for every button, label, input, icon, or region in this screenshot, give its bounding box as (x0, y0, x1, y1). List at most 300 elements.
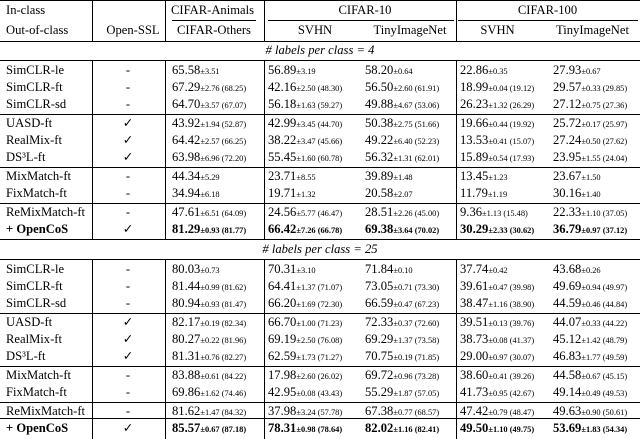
column-divider (92, 113, 93, 168)
value-cell (268, 420, 342, 437)
table-row (0, 204, 640, 221)
std-value: ±1.31 (393, 154, 413, 163)
column-divider (92, 401, 93, 439)
std-value: ±0.97 (488, 353, 508, 362)
mean-value: 49.63 (553, 404, 582, 418)
column-divider (264, 312, 265, 367)
mean-value: 38.47 (460, 296, 489, 310)
std-value: ±2.76 (200, 84, 220, 93)
mean-value: 37.74 (460, 262, 489, 276)
best-value: (50.61) (600, 408, 628, 417)
column-divider (165, 312, 166, 367)
mean-value: 81.29 (172, 222, 201, 236)
mean-value: 83.88 (172, 368, 201, 382)
std-value: ±0.17 (581, 120, 601, 129)
value-cell (268, 204, 342, 221)
best-value: (49.97) (600, 283, 628, 292)
best-value: (24.04) (600, 154, 628, 163)
value-cell (460, 295, 534, 312)
mean-value: 49.50 (460, 421, 489, 435)
mean-value: 55.29 (365, 385, 394, 399)
value-cell (365, 115, 439, 132)
mean-value: 44.07 (553, 315, 582, 329)
value-cell (268, 348, 342, 365)
value-cell (172, 314, 246, 331)
mean-value: 49.22 (365, 133, 394, 147)
mean-value: 70.31 (268, 262, 297, 276)
mean-value: 73.05 (365, 279, 394, 293)
mean-value: 11.79 (460, 186, 488, 200)
mean-value: 66.20 (268, 296, 297, 310)
col-svhn-10: SVHN (297, 23, 333, 37)
mean-value: 44.58 (553, 368, 582, 382)
std-value: ±1.42 (581, 336, 601, 345)
mean-value: 39.51 (460, 315, 489, 329)
mean-value: 80.27 (172, 332, 201, 346)
open-ssl-mark: - (125, 385, 131, 399)
mean-value: 18.99 (460, 80, 489, 94)
method-name: SimCLR-ft (6, 80, 63, 94)
std-value: ±3.19 (296, 67, 316, 76)
table-row (0, 132, 640, 149)
best-value: (84.32) (219, 408, 247, 417)
value-cell (172, 204, 246, 221)
value-cell (268, 168, 316, 185)
std-value: ±0.47 (393, 300, 413, 309)
mean-value: 66.42 (268, 222, 297, 236)
column-divider (92, 202, 93, 240)
value-cell (553, 204, 627, 221)
mean-value: 41.73 (460, 385, 489, 399)
best-value: (39.76) (507, 319, 535, 328)
method-name: + OpenCoS (6, 421, 69, 435)
value-cell (365, 132, 439, 149)
mean-value: 19.66 (460, 116, 489, 130)
table-row (0, 331, 640, 348)
column-divider (456, 259, 457, 314)
column-divider (264, 259, 265, 314)
open-ssl-mark: ✓ (122, 222, 134, 236)
best-value: (66.78) (315, 226, 343, 235)
best-value: (81.47) (219, 300, 247, 309)
std-value: ±1.40 (581, 190, 601, 199)
value-cell (365, 278, 439, 295)
best-value: (62.01) (412, 154, 440, 163)
std-value: ±1.60 (296, 154, 316, 163)
best-value: (27.36) (600, 101, 628, 110)
std-value: ±3.51 (200, 67, 220, 76)
std-value: ±0.77 (393, 408, 413, 417)
best-value: (38.90) (507, 300, 535, 309)
column-divider (264, 401, 265, 439)
best-value: (82.34) (219, 319, 247, 328)
std-value: ±1.13 (482, 209, 502, 218)
column-divider (264, 202, 265, 240)
std-value: ±1.37 (296, 283, 316, 292)
std-value: ±7.26 (296, 226, 316, 235)
std-value: ±2.33 (488, 226, 508, 235)
table-row (0, 261, 640, 278)
open-ssl-mark: - (125, 63, 131, 77)
best-value: (81.62) (219, 283, 247, 292)
method-name: RealMix-ft (6, 133, 62, 147)
value-cell (553, 79, 627, 96)
best-value: (52.23) (412, 137, 440, 146)
column-divider (165, 113, 166, 168)
mean-value: 69.38 (365, 222, 394, 236)
table-row (0, 367, 640, 384)
std-value: ±3.45 (296, 120, 316, 129)
value-cell (172, 261, 220, 278)
std-value: ±5.29 (200, 173, 220, 182)
table-row (0, 348, 640, 365)
std-value: ±0.19 (393, 353, 413, 362)
open-ssl-mark: - (125, 97, 131, 111)
value-cell (365, 420, 439, 437)
std-value: ±0.41 (488, 137, 508, 146)
best-value: (57.78) (315, 408, 343, 417)
std-value: ±1.32 (488, 101, 508, 110)
std-value: ±0.71 (393, 283, 413, 292)
value-cell (268, 132, 342, 149)
mean-value: 49.69 (553, 279, 582, 293)
column-divider (92, 312, 93, 367)
open-ssl-mark: ✓ (122, 150, 134, 164)
std-value: ±0.13 (488, 319, 508, 328)
value-cell (172, 221, 246, 238)
mean-value: 29.57 (553, 80, 582, 94)
open-ssl-mark: - (125, 368, 131, 382)
mean-value: 28.51 (365, 205, 394, 219)
mean-value: 13.45 (460, 169, 489, 183)
column-divider (92, 60, 93, 115)
value-cell (553, 278, 627, 295)
value-cell (553, 132, 627, 149)
mean-value: 15.89 (460, 150, 489, 164)
std-value: ±1.16 (488, 300, 508, 309)
best-value: (19.92) (507, 120, 535, 129)
value-cell (365, 149, 439, 166)
column-divider (92, 0, 93, 41)
std-value: ±0.22 (200, 336, 220, 345)
std-value: ±0.04 (488, 84, 508, 93)
std-value: ±0.54 (488, 154, 508, 163)
method-name: SimCLR-le (6, 262, 65, 276)
mean-value: 23.67 (553, 169, 582, 183)
std-value: ±0.19 (200, 319, 220, 328)
column-divider (264, 113, 265, 168)
best-value: (54.34) (600, 425, 628, 434)
mean-value: 64.42 (172, 133, 201, 147)
column-divider (264, 365, 265, 403)
best-value: (76.08) (315, 336, 343, 345)
mean-value: 42.99 (268, 116, 297, 130)
std-value: ±2.75 (393, 120, 413, 129)
value-cell (365, 221, 439, 238)
value-cell (553, 168, 601, 185)
mean-value: 43.92 (172, 116, 201, 130)
value-cell (172, 384, 246, 401)
method-name: UASD-ft (6, 315, 53, 329)
section-rule (0, 259, 640, 260)
best-value: (64.09) (219, 209, 247, 218)
mean-value: 55.45 (268, 150, 297, 164)
best-value: (67.07) (219, 101, 247, 110)
std-value: ±0.42 (488, 266, 508, 275)
mean-value: 81.31 (172, 349, 201, 363)
best-value: (45.15) (600, 372, 628, 381)
std-value: ±0.33 (581, 319, 601, 328)
mean-value: 49.14 (553, 385, 582, 399)
std-value: ±0.90 (581, 408, 601, 417)
mean-value: 47.42 (460, 404, 489, 418)
std-value: ±0.61 (200, 372, 220, 381)
best-value: (30.07) (507, 353, 535, 362)
table-row (0, 420, 640, 437)
mean-value: 25.72 (553, 116, 582, 130)
value-cell (365, 331, 439, 348)
value-cell (553, 314, 627, 331)
mean-value: 36.79 (553, 222, 582, 236)
std-value: ±2.60 (393, 84, 413, 93)
best-value: (26.29) (507, 101, 535, 110)
std-value: ±0.44 (488, 120, 508, 129)
method-name: ReMixMatch-ft (6, 404, 86, 418)
table-row (0, 168, 640, 185)
value-cell (553, 96, 627, 113)
best-value: (73.58) (412, 336, 440, 345)
col-cifar-others: CIFAR-Others (177, 23, 251, 37)
mean-value: 23.95 (553, 150, 582, 164)
column-divider (456, 113, 457, 168)
mean-value: 37.98 (268, 404, 297, 418)
value-cell (365, 96, 439, 113)
std-value: ±6.96 (200, 154, 220, 163)
value-cell (172, 149, 246, 166)
method-name: MixMatch-ft (6, 169, 72, 183)
best-value: (53.06) (412, 101, 440, 110)
column-divider (264, 0, 265, 41)
open-ssl-mark: ✓ (122, 116, 134, 130)
best-value: (70.02) (412, 226, 440, 235)
mean-value: 50.38 (365, 116, 394, 130)
mean-value: 26.23 (460, 97, 489, 111)
best-value: (17.93) (507, 154, 535, 163)
std-value: ±8.55 (296, 173, 316, 182)
mean-value: 56.32 (365, 150, 394, 164)
best-value: (72.20) (219, 154, 247, 163)
open-ssl-mark: - (125, 296, 131, 310)
mean-value: 38.60 (460, 368, 489, 382)
std-value: ±2.60 (296, 372, 316, 381)
std-value: ±1.23 (488, 173, 508, 182)
std-value: ±3.47 (296, 137, 316, 146)
section-title: # labels per class = 4 (265, 43, 375, 57)
open-ssl-mark: ✓ (122, 315, 134, 329)
std-value: ±0.95 (488, 389, 508, 398)
column-divider (165, 401, 166, 439)
best-value: (52.87) (219, 120, 247, 129)
mean-value: 45.12 (553, 332, 582, 346)
value-cell (460, 314, 534, 331)
open-ssl-mark: - (125, 169, 131, 183)
best-value: (48.47) (507, 408, 535, 417)
best-value: (68.25) (219, 84, 247, 93)
mean-value: 39.61 (460, 279, 489, 293)
column-divider (264, 60, 265, 115)
table-row (0, 221, 640, 238)
mean-value: 82.02 (365, 421, 394, 435)
table-row (0, 384, 640, 401)
std-value: ±6.18 (200, 190, 220, 199)
best-value: (45.00) (412, 209, 440, 218)
best-value: (71.85) (412, 353, 440, 362)
std-value: ±0.10 (393, 266, 413, 275)
value-cell (268, 149, 342, 166)
header-row-2 (0, 22, 640, 39)
best-value: (39.26) (507, 372, 535, 381)
std-value: ±0.50 (581, 137, 601, 146)
std-value: ±4.67 (393, 101, 413, 110)
std-value: ±6.51 (200, 209, 220, 218)
column-divider (165, 166, 166, 204)
method-name: SimCLR-ft (6, 279, 63, 293)
value-cell (553, 384, 627, 401)
cmidrule-animals (172, 20, 256, 21)
section-title: # labels per class = 25 (262, 242, 378, 256)
value-cell (365, 367, 439, 384)
std-value: ±3.24 (296, 408, 316, 417)
mean-value: 81.44 (172, 279, 201, 293)
value-cell (460, 420, 534, 437)
value-cell (268, 367, 342, 384)
open-ssl-mark: ✓ (122, 421, 134, 435)
column-divider (456, 60, 457, 115)
std-value: ±0.08 (296, 389, 316, 398)
in-class-label: In-class (6, 3, 46, 17)
mean-value: 38.22 (268, 133, 297, 147)
value-cell (365, 168, 413, 185)
std-value: ±0.35 (488, 67, 508, 76)
mean-value: 72.33 (365, 315, 394, 329)
mean-value: 30.29 (460, 222, 489, 236)
std-value: ±0.75 (581, 101, 601, 110)
best-value: (49.75) (507, 425, 535, 434)
mean-value: 30.16 (553, 186, 582, 200)
best-value: (82.27) (219, 353, 247, 362)
value-cell (268, 96, 342, 113)
mean-value: 49.88 (365, 97, 394, 111)
value-cell (172, 295, 246, 312)
mean-value: 23.71 (268, 169, 297, 183)
mean-value: 42.95 (268, 385, 297, 399)
value-cell (365, 295, 439, 312)
std-value: ±1.48 (393, 173, 413, 182)
best-value: (81.77) (219, 226, 247, 235)
mean-value: 44.34 (172, 169, 201, 183)
mean-value: 47.61 (172, 205, 201, 219)
value-cell (172, 96, 246, 113)
std-value: ±1.55 (581, 154, 601, 163)
value-cell (553, 420, 627, 437)
std-value: ±3.64 (393, 226, 413, 235)
table-row (0, 314, 640, 331)
method-name: SimCLR-le (6, 63, 65, 77)
best-value: (73.28) (412, 372, 440, 381)
col-tiny-10: TinyImageNet (373, 23, 447, 37)
std-value: ±0.98 (296, 425, 316, 434)
mean-value: 43.68 (553, 262, 582, 276)
mean-value: 56.50 (365, 80, 394, 94)
value-cell (553, 295, 627, 312)
value-cell (365, 314, 439, 331)
std-value: ±0.49 (581, 389, 601, 398)
best-value: (87.18) (219, 425, 247, 434)
method-name: RealMix-ft (6, 332, 62, 346)
best-value: (37.12) (600, 226, 628, 235)
mean-value: 78.31 (268, 421, 297, 435)
open-ssl-mark: ✓ (122, 133, 134, 147)
std-value: ±2.07 (393, 190, 413, 199)
table-row (0, 96, 640, 113)
std-value: ±1.16 (393, 425, 413, 434)
std-value: ±1.94 (200, 120, 220, 129)
best-value: (42.67) (507, 389, 535, 398)
best-value: (68.57) (412, 408, 440, 417)
method-name: SimCLR-sd (6, 296, 67, 310)
open-ssl-label: Open-SSL (106, 23, 160, 37)
value-cell (460, 132, 534, 149)
mean-value: 71.84 (365, 262, 394, 276)
open-ssl-mark: - (125, 80, 131, 94)
best-value: (71.07) (315, 283, 343, 292)
std-value: ±5.77 (296, 209, 316, 218)
best-value: (44.22) (600, 319, 628, 328)
method-name: FixMatch-ft (6, 186, 67, 200)
open-ssl-mark: - (125, 205, 131, 219)
best-value: (51.66) (412, 120, 440, 129)
std-value: ±1.50 (581, 173, 601, 182)
open-ssl-mark: ✓ (122, 332, 134, 346)
mean-value: 44.59 (553, 296, 582, 310)
mean-value: 13.53 (460, 133, 489, 147)
column-divider (165, 365, 166, 403)
std-value: ±0.67 (200, 425, 220, 434)
value-cell (460, 79, 534, 96)
best-value: (72.60) (412, 319, 440, 328)
best-value: (82.41) (412, 425, 440, 434)
std-value: ±0.64 (393, 67, 413, 76)
mean-value: 27.93 (553, 63, 582, 77)
value-cell (365, 384, 439, 401)
std-value: ±1.47 (200, 408, 220, 417)
value-cell (460, 331, 534, 348)
value-cell (172, 185, 220, 202)
std-value: ±0.26 (581, 266, 601, 275)
std-value: ±0.46 (581, 300, 601, 309)
bottom-rule (0, 418, 640, 419)
open-ssl-mark: - (125, 279, 131, 293)
mean-value: 64.70 (172, 97, 201, 111)
mean-value: 64.41 (268, 279, 297, 293)
value-cell (365, 79, 439, 96)
std-value: ±0.96 (393, 372, 413, 381)
column-divider (456, 312, 457, 367)
value-cell (268, 261, 316, 278)
mean-value: 17.98 (268, 368, 297, 382)
best-value: (49.53) (600, 389, 628, 398)
best-value: (29.85) (600, 84, 628, 93)
